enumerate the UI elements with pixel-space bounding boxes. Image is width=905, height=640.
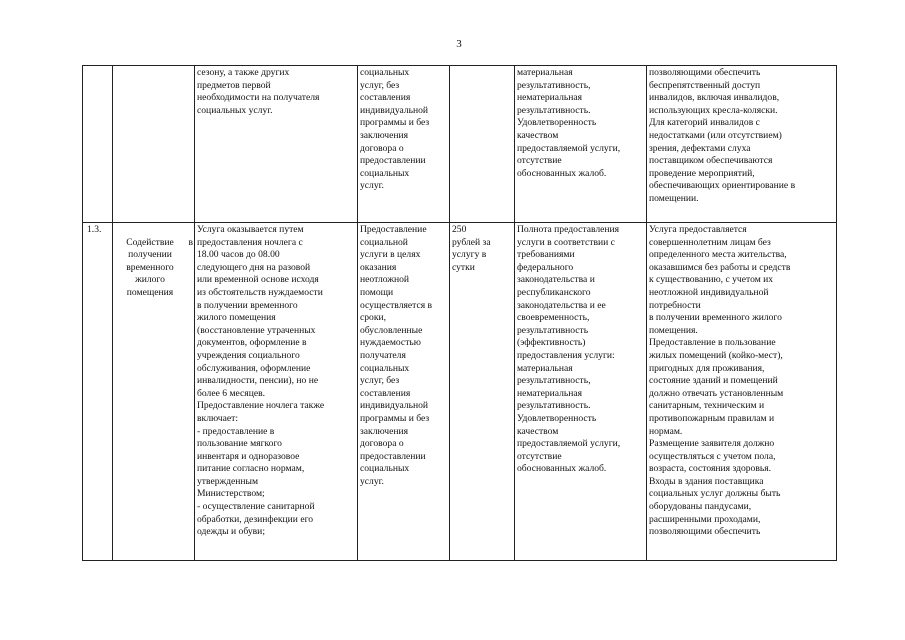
service-name-cell xyxy=(113,66,195,223)
row-number-cell: 1.3. xyxy=(83,223,113,561)
services-table xyxy=(82,65,837,561)
quality-indicators-cell: Полнота предоставления услуги в соответствии с требованиями федерального законодательства и республиканского законодательства и ее своевременность, результативность (эффективность) предоставления услуги: материальная результативность, нематериальная результативность. Удовлетворенность качеством предоставляемой услуги, отсутствие обоснованных жалоб. xyxy=(515,223,647,561)
quality-indicators-cell: материальная результативность, нематериальная результативность. Удовлетворенность качеством предоставляемой услуги, отсутствие обоснованных жалоб. xyxy=(515,66,647,223)
service-price-cell: 250 рублей за услугу в сутки xyxy=(450,223,515,561)
service-price-cell xyxy=(450,66,515,223)
service-name-suffix: в xyxy=(188,236,193,248)
page-number: 3 xyxy=(456,38,462,50)
service-conditions-cell: Предоставление социальной услуги в целях оказания неотложной помощи осуществляется в сроки, обусловленные нуждаемостью получателя социальных услуг, без составления индивидуальной программы и без заключения договора о предоставлении социальных услуг. xyxy=(358,223,450,561)
service-requirements-cell: Услуга предоставляется совершеннолетним лицам без определенного места жительства, оказавшимся без работы и средств к существованию, с учетом их неотложной индивидуальной потребности в получении временного жилого помещения. Предоставление в пользование жилых помещений (койко-мест), пригодных для проживания, состояние зданий и помещений должно отвечать установленным санитарным, техническим и противопожарным правилам и нормам. Размещение заявителя должно осуществляться с учетом пола, возраста, состояния здоровья. Входы в здания поставщика социальных услуг должны быть оборудованы пандусами, расширенными проходами, позволяющими обеспечить xyxy=(647,223,837,561)
service-requirements-cell: позволяющими обеспечить беспрепятственный доступ инвалидов, включая инвалидов, использующих кресла-коляски. Для категорий инвалидов с недостатками (или отсутствием) зрения, дефектами слуха поставщиком обеспечиваются проведение мероприятий, обеспечивающих ориентирование в помещении. xyxy=(647,66,837,223)
service-content-cell: сезону, а также других предметов первой необходимости на получателя социальных услуг. xyxy=(195,66,358,223)
service-conditions-cell: социальных услуг, без составления индивидуальной программы и без заключения договора о предоставлении социальных услуг. xyxy=(358,66,450,223)
service-content-cell: Услуга оказывается путем предоставления ночлега с 18.00 часов до 08.00 следующего дня на разовой или временной основе исходя из обстоятельств нуждаемости в получении временного жилого помещения (восстановление утраченных документов, оформление в учреждения социального обслуживания, оформление инвалидности, пенсии), но не более 6 месяцев. Предоставление ночлега также включает: - предоставление в пользование мягкого инвентаря и одноразовое питание согласно нормам, утвержденным Министерством; - осуществление санитарной обработки, дезинфекции его одежды и обуви; xyxy=(195,223,358,561)
row-number-cell xyxy=(83,66,113,223)
service-name-text: Содействие получении временного жилого помещения xyxy=(126,236,174,298)
table-row xyxy=(83,223,837,561)
table-row xyxy=(83,66,837,223)
service-name-cell xyxy=(113,223,195,561)
